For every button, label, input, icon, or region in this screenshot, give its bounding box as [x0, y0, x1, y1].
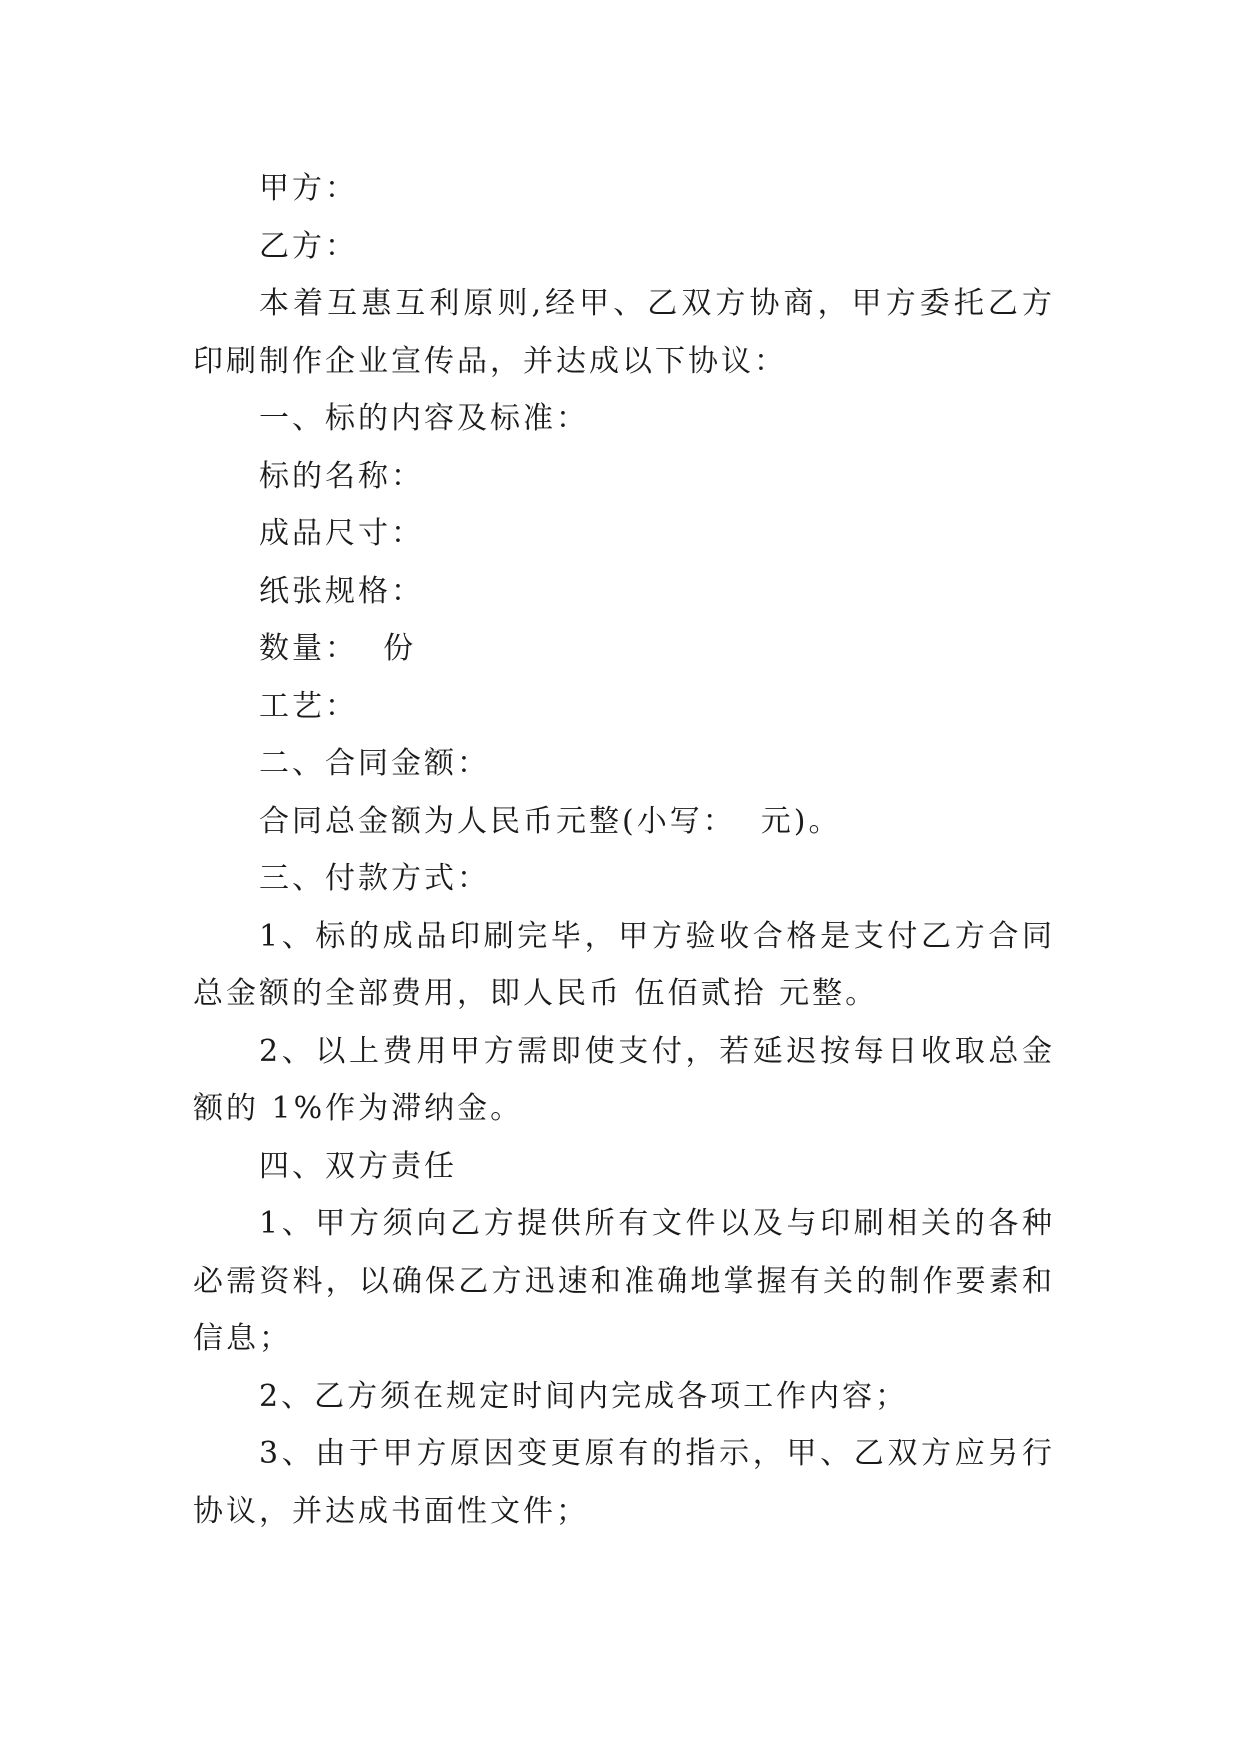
contract-amount-paragraph: 合同总金额为人民币元整(小写： 元)。: [259, 803, 842, 839]
payment-clause-1: 1、标的成品印刷完毕，甲方验收合格是支付乙方合同总金额的全部费用，即人民币 伍佰贰拾 元整。: [193, 918, 1055, 1011]
craft-line: 工艺：: [259, 688, 358, 724]
finished-size-line: 成品尺寸：: [259, 516, 424, 551]
section-2-heading: 二、合同金额：: [259, 746, 490, 781]
section-1-heading: 一、标的内容及标准：: [259, 401, 589, 436]
quantity-line: 数量： 份: [259, 631, 417, 666]
section-3-heading: 三、付款方式：: [259, 861, 490, 896]
section-4-heading: 四、双方责任: [259, 1148, 457, 1184]
responsibility-clause-3: 3、由于甲方原因变更原有的指示，甲、乙双方应另行协议，并达成书面性文件；: [193, 1436, 1055, 1529]
party-b-line: 乙方：: [259, 228, 358, 264]
responsibility-clause-1: 1、甲方须向乙方提供所有文件以及与印刷相关的各种必需资料，以确保乙方迅速和准确地掌握有关的制作要素和信息；: [193, 1206, 1055, 1356]
responsibility-clause-2: 2、乙方须在规定时间内完成各项工作内容；: [259, 1378, 909, 1414]
document-body: [193, 160, 1055, 1540]
preamble-paragraph: 本着互惠互利原则,经甲、乙双方协商，甲方委托乙方印刷制作企业宣传品，并达成以下协议：: [193, 286, 1055, 379]
item-name-line: 标的名称：: [259, 458, 424, 494]
party-a-line: 甲方：: [259, 171, 358, 206]
payment-clause-2: 2、以上费用甲方需即使支付，若延迟按每日收取总金额的 1%作为滞纳金。: [193, 1033, 1055, 1126]
paper-spec-line: 纸张规格：: [259, 573, 424, 609]
